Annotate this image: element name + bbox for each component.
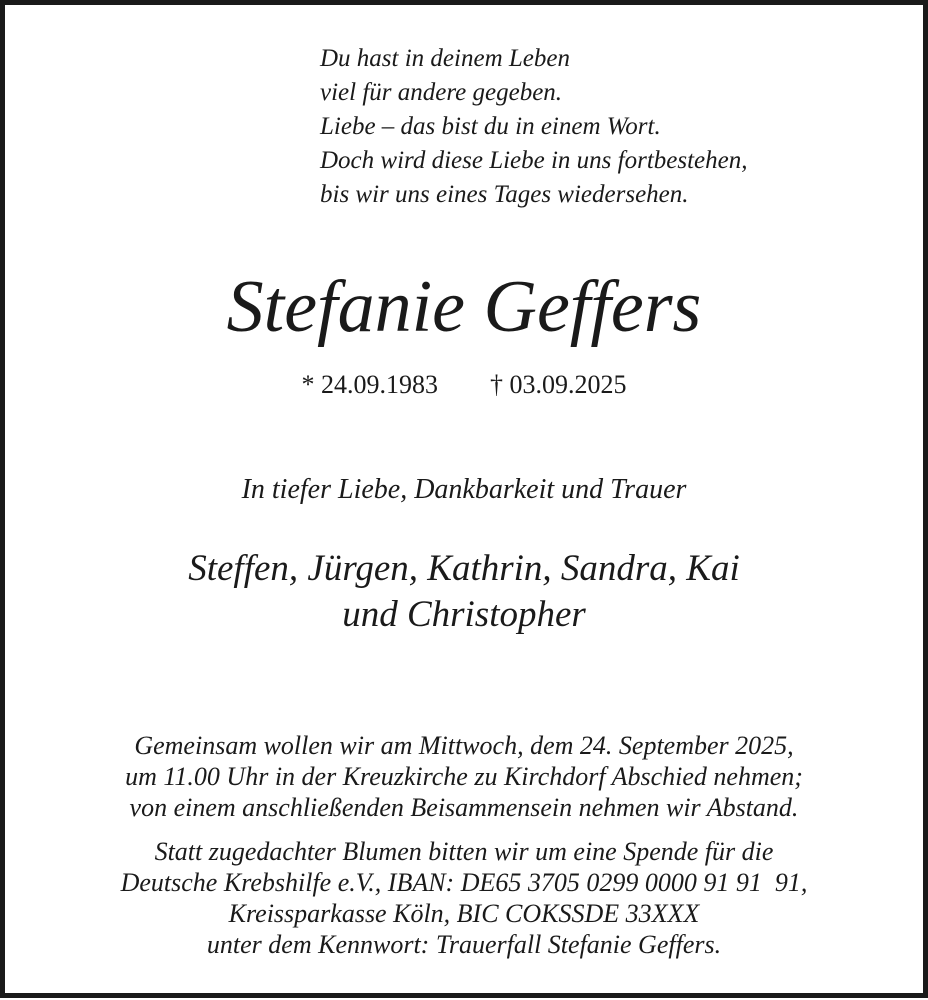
donation-line: Deutsche Krebshilfe e.V., IBAN: DE65 3705 0299 0000 91 91 91, (120, 868, 808, 897)
family-line: und Christopher (342, 594, 586, 635)
poem-line: Du hast in deinem Leben (320, 45, 570, 72)
poem-line: bis wir uns eines Tages wiedersehen. (320, 181, 689, 208)
family-line: Steffen, Jürgen, Kathrin, Sandra, Kai (188, 548, 740, 589)
poem (320, 42, 748, 212)
mourning-line: In tiefer Liebe, Dankbarkeit und Trauer (241, 474, 687, 505)
life-dates (0, 368, 928, 402)
death-date: † 03.09.2025 (490, 370, 627, 399)
funeral-info (0, 730, 928, 823)
donation-line: Statt zugedachter Blumen bitten wir um eine Spende für die (154, 837, 774, 866)
funeral-line: Gemeinsam wollen wir am Mittwoch, dem 24. September 2025, (134, 731, 794, 760)
donation-line: Kreissparkasse Köln, BIC COKSSDE 33XXX (228, 899, 700, 928)
funeral-line: von einem anschließenden Beisammensein nehmen wir Abstand. (129, 793, 799, 822)
poem-line: Liebe – das bist du in einem Wort. (320, 113, 661, 140)
birth-date: * 24.09.1983 (301, 370, 438, 399)
deceased-name: Stefanie Geffers (226, 266, 702, 348)
family-names (0, 546, 928, 638)
funeral-line: um 11.00 Uhr in der Kreuzkirche zu Kirchdorf Abschied nehmen; (125, 762, 803, 791)
poem-line: viel für andere gegeben. (320, 79, 563, 106)
poem-line: Doch wird diese Liebe in uns fortbestehen, (320, 147, 748, 174)
donation-line: unter dem Kennwort: Trauerfall Stefanie Geffers. (206, 930, 722, 959)
donation-info (0, 836, 928, 960)
